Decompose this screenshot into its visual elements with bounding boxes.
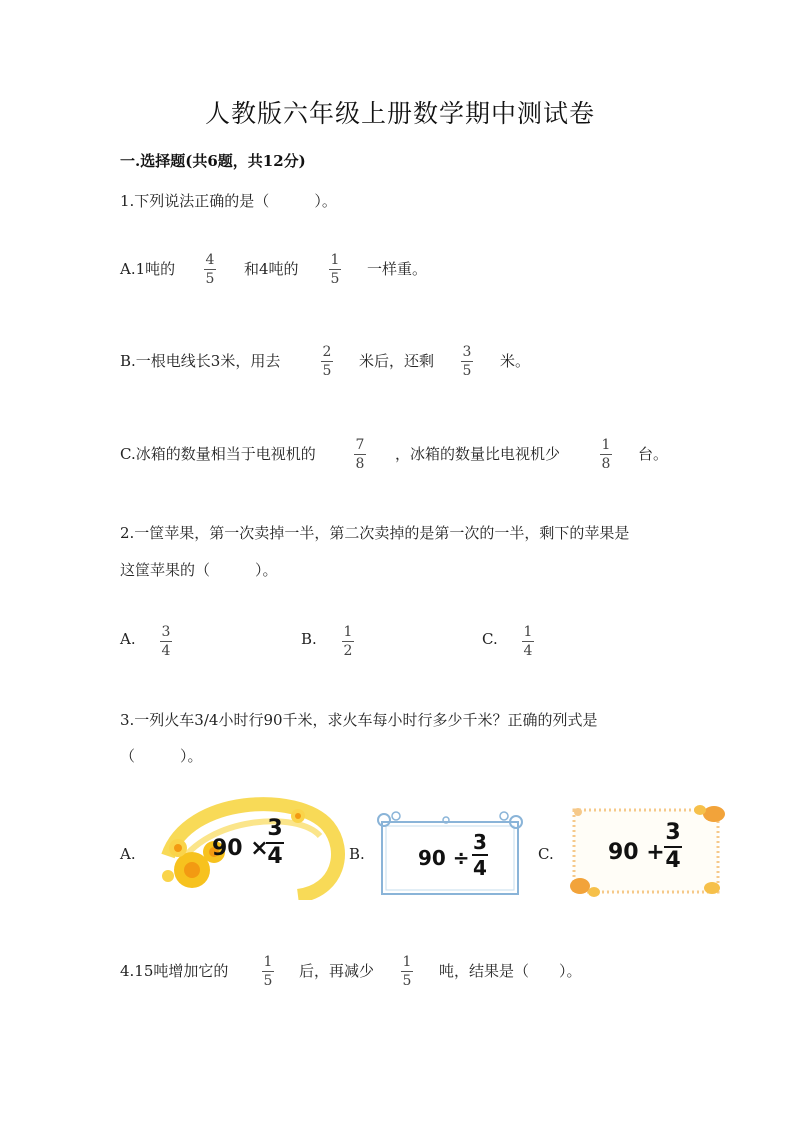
- question-4-text1: 4.15吨增加它的: [120, 962, 229, 980]
- numerator: 1: [402, 954, 412, 970]
- q2-option-b-label: B.: [301, 630, 317, 648]
- q1-option-a-text2: 和4吨的: [244, 260, 299, 278]
- question-4-text3: 吨，结果是（ ）。: [439, 962, 582, 980]
- q1-option-b-text2: 米后，还剩: [359, 352, 435, 370]
- numerator: 2: [322, 344, 332, 360]
- numerator: 3: [473, 830, 487, 854]
- denominator: 5: [462, 363, 472, 379]
- q3-option-a-card: [148, 796, 346, 900]
- q1-option-c-text3: 台。: [638, 445, 669, 463]
- q3-option-b-card: [374, 808, 526, 902]
- numerator: 1: [263, 954, 273, 970]
- q3-option-a-expression: 90 ×: [212, 836, 269, 861]
- q1-option-a-fraction2: [329, 252, 341, 287]
- numerator: 1: [523, 624, 533, 640]
- q3-option-b-expression: 90 ÷: [418, 846, 470, 870]
- q1-option-b-fraction2: [461, 344, 473, 379]
- denominator: 4: [523, 643, 533, 659]
- q3-option-c-fraction: [664, 820, 682, 874]
- denominator: 5: [322, 363, 332, 379]
- numerator: 3: [267, 816, 283, 841]
- q3-option-b-label: B.: [349, 845, 365, 863]
- q1-option-a-text3: 一样重。: [367, 260, 428, 278]
- q1-option-a-text1: A.1吨的: [120, 260, 176, 278]
- denominator: 4: [473, 856, 487, 880]
- question-3-stem-line2: （ ）。: [120, 747, 203, 765]
- numerator: 1: [330, 252, 340, 268]
- q1-option-b-text1: B.一根电线长3米，用去: [120, 352, 281, 370]
- numerator: 3: [665, 820, 681, 845]
- numerator: 3: [161, 624, 171, 640]
- numerator: 1: [343, 624, 353, 640]
- q4-fraction2: [401, 954, 413, 989]
- q3-option-c-expression: 90 +: [608, 840, 665, 865]
- numerator: 4: [205, 252, 215, 268]
- q3-option-c-card: [566, 800, 726, 902]
- question-4-text2: 后，再减少: [299, 962, 375, 980]
- q1-option-b-text3: 米。: [500, 352, 531, 370]
- q2-option-a-label: A.: [120, 630, 136, 648]
- numerator: 1: [601, 437, 611, 453]
- page-title: 人教版六年级上册数学期中测试卷: [204, 99, 595, 128]
- denominator: 2: [343, 643, 353, 659]
- question-2-stem-line1: 2.一筐苹果，第一次卖掉一半，第二次卖掉的是第一次的一半，剩下的苹果是: [120, 524, 630, 542]
- q3-option-c-label: C.: [538, 845, 554, 863]
- q2-option-a-fraction: [160, 624, 172, 659]
- q3-option-a-fraction: [266, 816, 284, 870]
- q2-option-b-fraction: [342, 624, 354, 659]
- q1-option-a-fraction1: [204, 252, 216, 287]
- q2-option-c-fraction: [522, 624, 534, 659]
- denominator: 5: [263, 973, 273, 989]
- denominator: 8: [355, 456, 365, 472]
- q4-fraction1: [262, 954, 274, 989]
- q2-option-c-label: C.: [482, 630, 498, 648]
- section-heading: 一.选择题(共6题，共12分): [120, 152, 306, 170]
- q1-option-c-text1: C.冰箱的数量相当于电视机的: [120, 445, 316, 463]
- denominator: 5: [330, 271, 340, 287]
- question-2-stem-line2: 这筐苹果的（ ）。: [120, 561, 278, 579]
- numerator: 3: [462, 344, 472, 360]
- q1-option-b-fraction1: [321, 344, 333, 379]
- denominator: 4: [665, 848, 681, 873]
- numerator: 7: [355, 437, 365, 453]
- question-1-stem: 1.下列说法正确的是（ ）。: [120, 192, 337, 210]
- denominator: 4: [267, 844, 283, 869]
- denominator: 5: [205, 271, 215, 287]
- q1-option-c-text2: ，冰箱的数量比电视机少: [395, 445, 561, 463]
- q3-option-b-fraction: [472, 830, 488, 880]
- q3-option-a-label: A.: [120, 845, 136, 863]
- q1-option-c-fraction2: [600, 437, 612, 472]
- denominator: 8: [601, 456, 611, 472]
- question-3-stem-line1: 3.一列火车3/4小时行90千米，求火车每小时行多少千米？正确的列式是: [120, 711, 598, 729]
- denominator: 4: [161, 643, 171, 659]
- denominator: 5: [402, 973, 412, 989]
- q1-option-c-fraction1: [354, 437, 366, 472]
